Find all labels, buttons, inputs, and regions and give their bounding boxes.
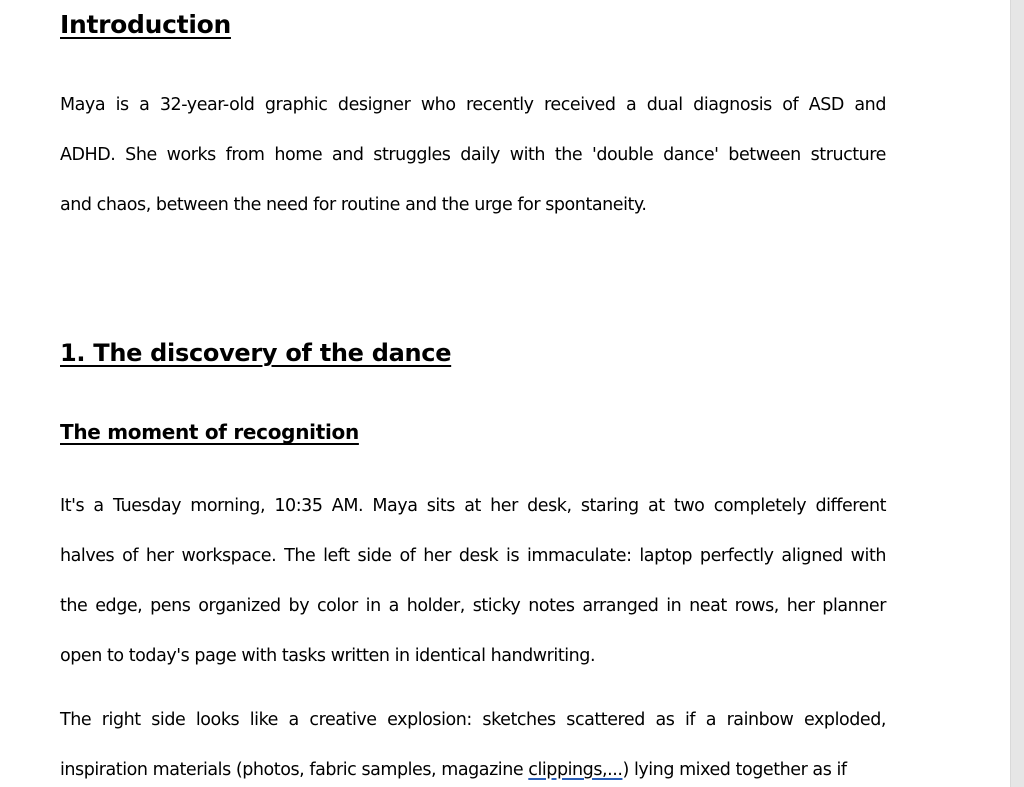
vertical-scrollbar[interactable]	[1010, 0, 1024, 787]
clippings-link[interactable]: clippings,...	[528, 760, 623, 780]
para1-line-4: open to today's page with tasks written in identical handwriting.	[60, 646, 596, 666]
para2-line-2-start: inspiration materials (photos, fabric samples, magazine	[60, 760, 529, 780]
para2-line-1: The right side looks like a creative explosion: sketches scattered as if a rainbow exploded,	[60, 710, 886, 730]
section-1-heading: 1. The discovery of the dance	[60, 339, 452, 367]
subsection-heading: The moment of recognition	[60, 420, 359, 444]
para2-line-2-end: ) lying mixed together as if	[622, 760, 847, 780]
introduction-heading: Introduction	[60, 10, 231, 39]
para2-line-2	[60, 758, 847, 782]
intro-line-2: ADHD. She works from home and struggles daily with the 'double dance' between structure	[60, 145, 886, 165]
intro-line-1: Maya is a 32-year-old graphic designer who recently received a dual diagnosis of ASD and	[60, 95, 886, 115]
para1-line-3: the edge, pens organized by color in a holder, sticky notes arranged in neat rows, her planner	[60, 596, 886, 616]
para1-line-1: It's a Tuesday morning, 10:35 AM. Maya sits at her desk, staring at two completely different	[60, 496, 886, 516]
intro-line-3: and chaos, between the need for routine and the urge for spontaneity.	[60, 195, 647, 215]
para1-line-2: halves of her workspace. The left side of her desk is immaculate: laptop perfectly aligned with	[60, 546, 886, 566]
